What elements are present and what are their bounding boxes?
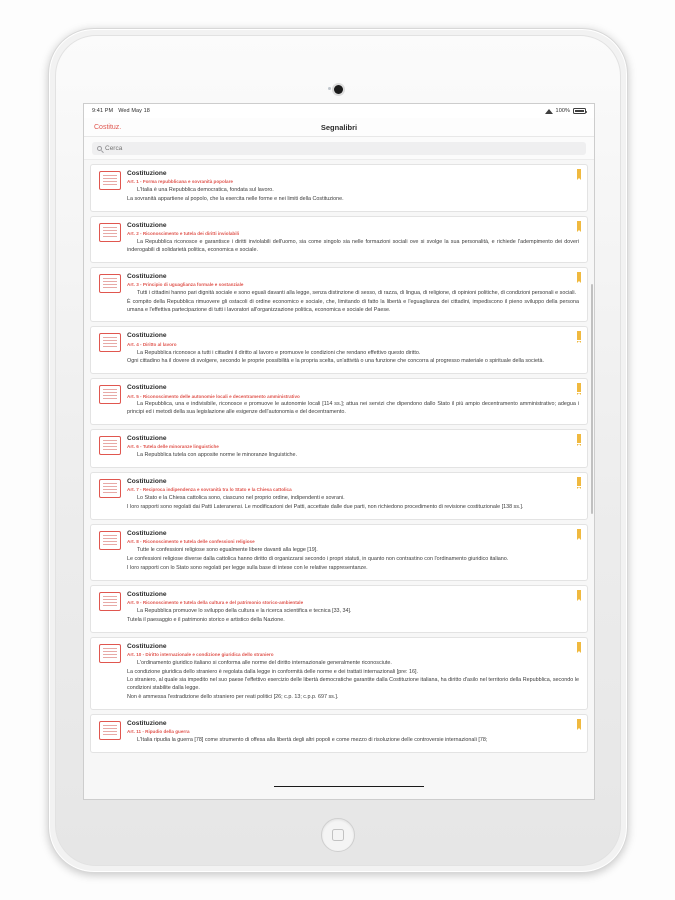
status-bar bbox=[84, 104, 594, 118]
bookmark-card[interactable] bbox=[90, 326, 588, 374]
bookmark-card[interactable] bbox=[90, 164, 588, 212]
bookmark-paragraph: La condizione giuridica dello straniero è regolata dalla legge in conformità delle norme e dei trattati internazionali [pre: 16]. bbox=[127, 668, 418, 675]
navigation-bar bbox=[84, 118, 594, 137]
bookmark-title: Costituzione bbox=[127, 642, 167, 650]
bookmark-paragraph: Tutela il paesaggio e il patrimonio storico e artistico della Nazione. bbox=[127, 616, 285, 623]
text-selection-highlight bbox=[274, 786, 424, 788]
search-icon bbox=[97, 146, 102, 151]
bookmark-body bbox=[127, 720, 579, 746]
ambient-sensor-icon bbox=[328, 87, 331, 90]
wifi-icon bbox=[545, 109, 553, 114]
bookmark-title: Costituzione bbox=[127, 384, 167, 392]
tablet-device-frame bbox=[48, 28, 628, 873]
bookmark-body bbox=[127, 643, 579, 703]
bookmark-icon[interactable] bbox=[577, 434, 581, 443]
bookmark-icon[interactable] bbox=[577, 272, 581, 281]
bookmark-article-label: Art. 10 - Diritto internazionale e condizione giuridica dello straniero bbox=[127, 651, 274, 657]
bookmark-title: Costituzione bbox=[127, 530, 167, 538]
bookmark-card[interactable] bbox=[90, 378, 588, 425]
bookmark-paragraph: La Repubblica tutela con apposite norme le minoranze linguistiche. bbox=[137, 452, 298, 459]
document-icon bbox=[99, 274, 121, 293]
search-input[interactable] bbox=[105, 145, 581, 152]
bookmark-text bbox=[127, 401, 579, 417]
bookmark-paragraph: La Repubblica riconosce a tutti i cittadini il diritto al lavoro e promuove le condizioni che rendano effettivo questo diritto. bbox=[137, 349, 421, 356]
status-bar-left bbox=[92, 108, 150, 114]
scrollbar-thumb[interactable] bbox=[591, 284, 593, 514]
bookmark-paragraph: Non è ammessa l'estradizione dello straniero per reati politici [26; c.p. 13; c.p.p. 697 ss.]. bbox=[127, 694, 339, 701]
bookmark-article-label: Art. 11 - Ripudio della guerra bbox=[127, 729, 190, 735]
bookmark-article-label: Art. 3 - Principio di uguaglianza formale e sostanziale bbox=[127, 281, 244, 287]
back-button[interactable]: Costituz. bbox=[94, 123, 122, 131]
bookmark-body bbox=[127, 435, 579, 461]
bookmark-card[interactable] bbox=[90, 429, 588, 468]
bookmark-card[interactable] bbox=[90, 714, 588, 753]
search-field[interactable] bbox=[92, 142, 586, 155]
bookmark-icon[interactable] bbox=[577, 590, 581, 599]
document-icon bbox=[99, 592, 121, 611]
battery-percent-label: 100% bbox=[555, 108, 570, 114]
bookmark-paragraph: Tutte le confessioni religiose sono egualmente libere davanti alla legge [19]. bbox=[137, 547, 318, 554]
document-icon bbox=[99, 171, 121, 190]
bookmark-paragraph: Ogni cittadino ha il dovere di svolgere, secondo le proprie possibilità e la propria scelta, un'attività o una funzione che concorra al progresso materiale o spirituale della società. bbox=[127, 358, 544, 365]
bookmark-icon[interactable] bbox=[577, 221, 581, 230]
bookmark-icon[interactable] bbox=[577, 169, 581, 178]
bookmark-title: Costituzione bbox=[127, 332, 167, 340]
bookmark-paragraph: I loro rapporti sono regolati dai Patti Lateranensi. Le modificazioni dei Patti, accettate dalle due parti, non richiedono procedimento di revisione costituzionale [138 ss.]. bbox=[127, 504, 524, 511]
home-button[interactable] bbox=[321, 818, 355, 852]
bookmark-body bbox=[127, 591, 579, 626]
bookmark-list[interactable] bbox=[84, 160, 594, 800]
bookmark-text bbox=[127, 547, 579, 572]
bookmark-card[interactable] bbox=[90, 585, 588, 633]
status-date: Wed May 18 bbox=[118, 108, 150, 114]
bookmark-paragraph: La Repubblica promuove lo sviluppo della cultura e la ricerca scientifica e tecnica [33, 34]. bbox=[137, 607, 352, 614]
bookmark-paragraph: L'ordinamento giuridico italiano si conforma alle norme del diritto internazionale generalmente riconosciute. bbox=[137, 659, 392, 666]
search-bar bbox=[84, 137, 594, 160]
tablet-screen bbox=[83, 103, 595, 800]
bookmark-article-label: Art. 9 - Riconoscimento e tutela della cultura e del patrimonio storico-ambientale bbox=[127, 599, 304, 605]
bookmark-paragraph: L'Italia ripudia la guerra [78] come strumento di offesa alla libertà degli altri popoli e come mezzo di risoluzione delle controversie internazionali [78; bbox=[137, 737, 488, 744]
document-icon bbox=[99, 721, 121, 740]
bookmark-article-label: Art. 2 - Riconoscimento e tutela dei diritti inviolabili bbox=[127, 231, 240, 237]
bookmark-title: Costituzione bbox=[127, 478, 167, 486]
battery-full-icon bbox=[573, 108, 586, 114]
bookmark-paragraph: Le confessioni religiose diverse dalla cattolica hanno diritto di organizzarsi secondo i propri statuti, in quanto non contrastino con l'ordinamento giuridico italiano. bbox=[127, 556, 509, 563]
bookmark-icon[interactable] bbox=[577, 331, 581, 340]
document-icon bbox=[99, 479, 121, 498]
front-camera-icon bbox=[334, 85, 343, 94]
bookmark-text bbox=[127, 239, 579, 255]
bookmark-paragraph: I loro rapporti con lo Stato sono regolati per legge sulla base di intese con le relative rappresentanze. bbox=[127, 564, 368, 571]
bookmark-article-label: Art. 8 - Riconoscimento e tutela delle confessioni religiose bbox=[127, 539, 255, 545]
bookmark-text bbox=[127, 495, 579, 512]
document-icon bbox=[99, 531, 121, 550]
bookmark-paragraph: L'Italia è una Repubblica democratica, fondata sul lavoro. bbox=[137, 187, 274, 194]
bookmark-card[interactable] bbox=[90, 472, 588, 520]
bookmark-paragraph: Lo straniero, al quale sia impedito nel suo paese l'effettivo esercizio delle libertà democratiche garantite dalla Costituzione italiana, ha diritto d'asilo nel territorio della Repubblica, secondo le condizioni stabilite dalla legge. bbox=[127, 677, 579, 692]
bookmark-body bbox=[127, 384, 579, 418]
bookmark-paragraph: Tutti i cittadini hanno pari dignità sociale e sono eguali davanti alla legge, senza distinzione di sesso, di razza, di lingua, di religione, di opinioni politiche, di condizioni personali e sociali. bbox=[137, 289, 577, 296]
bookmark-icon[interactable] bbox=[577, 529, 581, 538]
bookmark-paragraph: La Repubblica riconosce e garantisce i diritti inviolabili dell'uomo, sia come singolo sia nelle formazioni sociali ove si svolge la sua personalità, e richiede l'adempimento dei doveri inderogabili di solidarietà politica, economica e sociale. bbox=[127, 239, 579, 253]
bookmark-text bbox=[127, 660, 579, 702]
bookmark-text bbox=[127, 290, 579, 314]
document-icon bbox=[99, 333, 121, 352]
bookmark-text bbox=[127, 350, 579, 367]
bookmark-title: Costituzione bbox=[127, 272, 167, 280]
bookmark-icon[interactable] bbox=[577, 719, 581, 728]
bookmark-article-label: Art. 1 - Forma repubblicana e sovranità popolare bbox=[127, 179, 233, 185]
page-title: Segnalibri bbox=[320, 122, 358, 132]
bookmark-article-label: Art. 5 - Riconoscimento delle autonomie locali e decentramento amministrativo bbox=[127, 393, 300, 399]
bookmark-text bbox=[127, 737, 579, 745]
bookmark-card[interactable] bbox=[90, 637, 588, 710]
bookmark-title: Costituzione bbox=[127, 221, 167, 229]
bookmark-body bbox=[127, 273, 579, 316]
bookmark-body bbox=[127, 170, 579, 205]
bookmark-card[interactable] bbox=[90, 216, 588, 263]
bookmark-card[interactable] bbox=[90, 267, 588, 323]
bookmark-body bbox=[127, 222, 579, 256]
bookmark-icon[interactable] bbox=[577, 477, 581, 486]
document-icon bbox=[99, 436, 121, 455]
bookmark-text bbox=[127, 452, 579, 460]
bookmark-icon[interactable] bbox=[577, 642, 581, 651]
bookmark-icon[interactable] bbox=[577, 383, 581, 392]
document-icon bbox=[99, 223, 121, 242]
bookmark-article-label: Art. 4 - Diritto al lavoro bbox=[127, 341, 177, 347]
document-icon bbox=[99, 385, 121, 404]
status-time: 9:41 PM bbox=[92, 108, 114, 114]
bookmark-paragraph: La sovranità appartiene al popolo, che la esercita nelle forme e nei limiti della Costituzione. bbox=[127, 196, 344, 203]
bookmark-title: Costituzione bbox=[127, 435, 167, 443]
bookmark-title: Costituzione bbox=[127, 590, 167, 598]
bookmark-paragraph: La Repubblica, una e indivisibile, riconosce e promuove le autonomie locali [114 ss.]; attua nei servizi che dipendono dallo Stato il più ampio decentramento amministrativo; adegua i principi ed i metodi della sua legislazione alle esigenze dell'autonomia e del decentramento. bbox=[127, 401, 579, 416]
bookmark-text bbox=[127, 608, 579, 625]
bookmark-article-label: Art. 6 - Tutela delle minoranze linguistiche bbox=[127, 444, 219, 450]
bookmark-text bbox=[127, 187, 579, 204]
bookmark-card[interactable] bbox=[90, 524, 588, 581]
bookmark-paragraph: È compito della Repubblica rimuovere gli ostacoli di ordine economico e sociale, che, limitando di fatto la libertà e l'eguaglianza dei cittadini, impediscono il pieno sviluppo della persona umana e l'effettiva partecipazione di tutti i lavoratori all'organizzazione politica, economica e sociale del Paese. bbox=[127, 298, 579, 313]
bookmark-body bbox=[127, 530, 579, 574]
bookmark-paragraph: Lo Stato e la Chiesa cattolica sono, ciascuno nel proprio ordine, indipendenti e sovrani. bbox=[137, 495, 345, 502]
bookmark-title: Costituzione bbox=[127, 170, 167, 177]
bookmark-body bbox=[127, 332, 579, 367]
status-bar-right bbox=[545, 108, 586, 114]
home-square-icon bbox=[332, 829, 344, 841]
bookmark-title: Costituzione bbox=[127, 719, 167, 727]
document-icon bbox=[99, 644, 121, 663]
bookmark-body bbox=[127, 478, 579, 513]
bookmark-article-label: Art. 7 - Reciproca indipendenza e sovranità tra lo Stato e la Chiesa cattolica bbox=[127, 487, 292, 493]
